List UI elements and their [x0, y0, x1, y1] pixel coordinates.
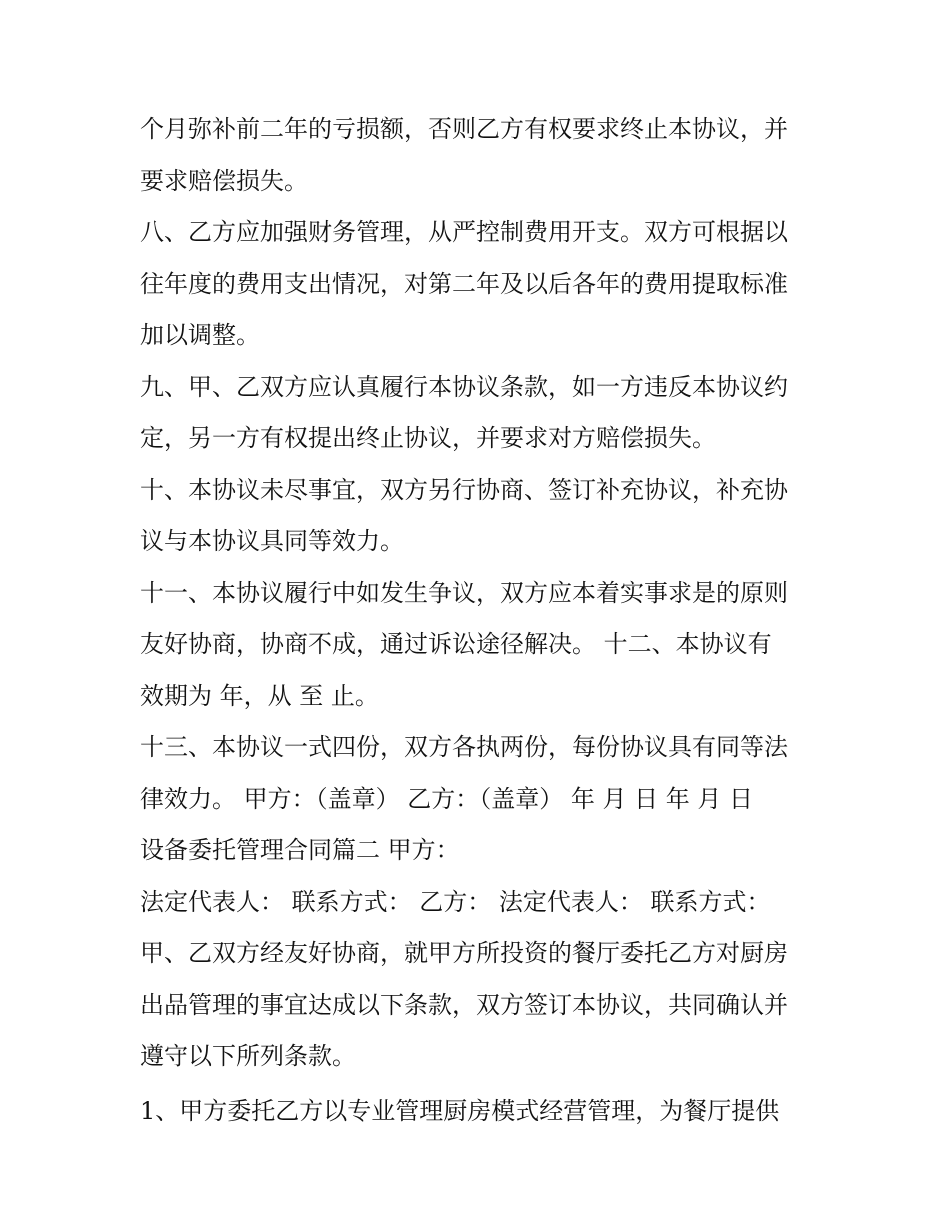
- text-line: 定，另一方有权提出终止协议，并要求对方赔偿损失。: [140, 424, 716, 452]
- text-line: 十一、本协议履行中如发生争议，双方应本着实事求是的原则: [140, 578, 788, 607]
- text-line: 十三、本协议一式四份，双方各执两份，每份协议具有同等法: [140, 733, 788, 761]
- text-line: 往年度的费用支出情况，对第二年及以后各年的费用提取标准: [140, 269, 788, 298]
- text-line: 八、乙方应加强财务管理，从严控制费用开支。双方可根据以: [140, 218, 788, 246]
- text-line: 设备委托管理合同篇二 甲方：: [140, 836, 460, 864]
- text-line: 十、本协议未尽事宜，双方另行协商、签订补充协议，补充协: [140, 475, 788, 504]
- text-line: 律效力。 甲方：（盖章） 乙方：（盖章） 年 月 日 年 月 日: [140, 784, 754, 813]
- text-line: 个月弥补前二年的亏损额，否则乙方有权要求终止本协议，并: [140, 115, 788, 143]
- text-line: 1、甲方委托乙方以专业管理厨房模式经营管理，为餐厅提供: [140, 1096, 780, 1125]
- text-line: 甲、乙双方经友好协商，就甲方所投资的餐厅委托乙方对厨房: [140, 939, 788, 967]
- text-line: 友好协商，协商不成，通过诉讼途径解决。 十二、本协议有: [140, 630, 772, 658]
- text-line: 议与本协议具同等效力。: [140, 527, 404, 555]
- text-line: 九、甲、乙双方应认真履行本协议条款，如一方违反本协议约: [140, 372, 788, 401]
- text-line: 法定代表人： 联系方式： 乙方： 法定代表人： 联系方式：: [140, 887, 771, 916]
- text-line: 出品管理的事宜达成以下条款，双方签订本协议，共同确认并: [140, 990, 788, 1019]
- document-body: [140, 104, 840, 1137]
- text-line: 遵守以下所列条款。: [140, 1042, 356, 1070]
- text-line: 加以调整。: [140, 321, 260, 349]
- text-line: 要求赔偿损失。: [140, 166, 308, 195]
- text-line: 效期为 年，从 至 止。: [140, 681, 379, 710]
